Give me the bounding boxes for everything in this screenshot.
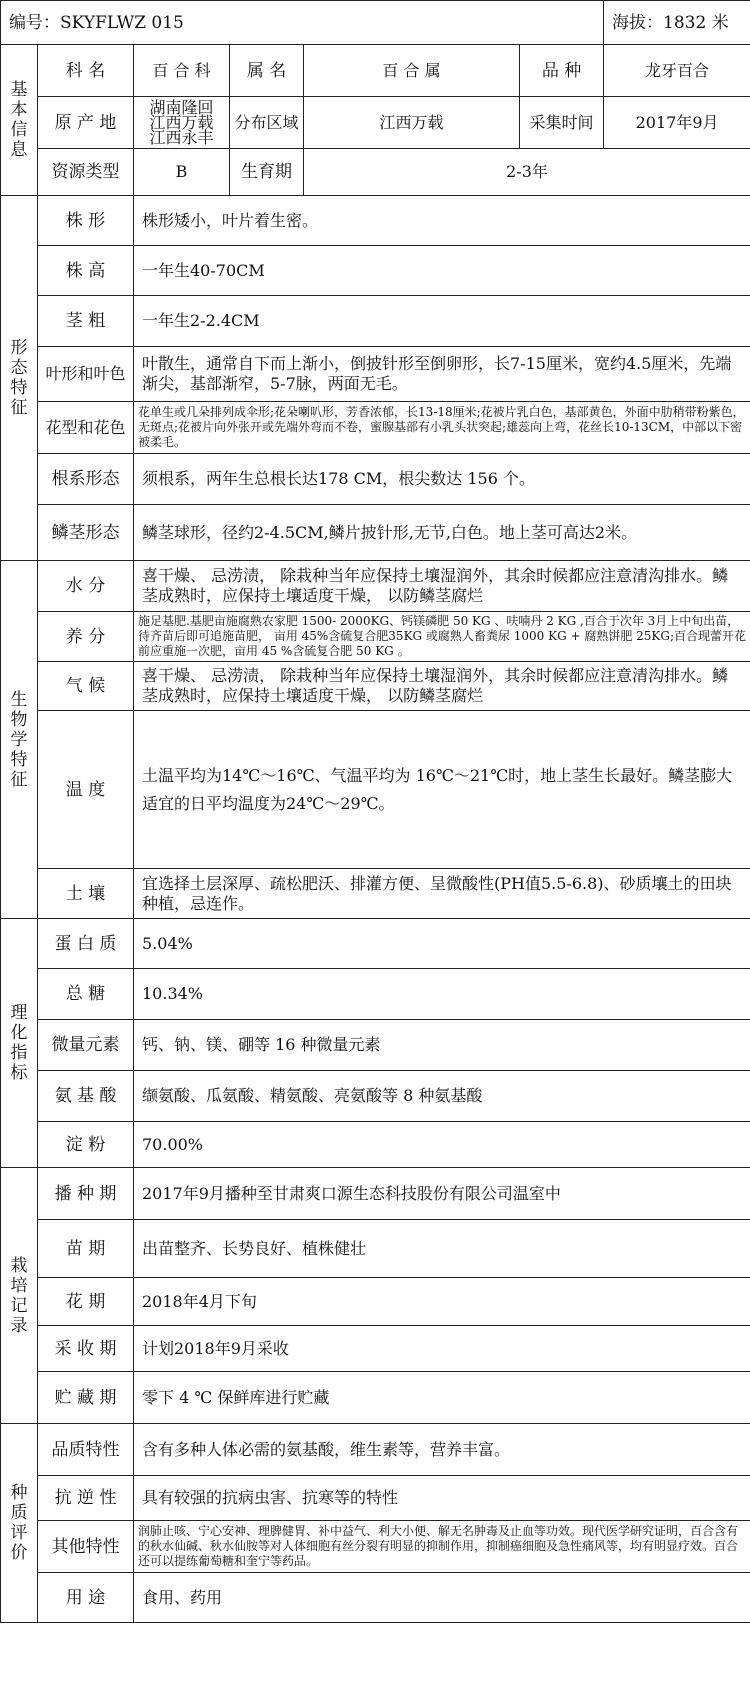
growth-period-value: 2-3年 xyxy=(304,149,750,196)
phys-label: 微量元素 xyxy=(38,1020,134,1071)
origin-place: 湖南隆回 xyxy=(149,98,214,117)
morph-label: 株 高 xyxy=(38,246,134,296)
phys-value: 10.34% xyxy=(134,969,750,1020)
collect-time-value: 2017年9月 xyxy=(604,97,750,149)
morph-value: 叶散生，通常自下而上渐小，倒披针形至倒卵形，长7-15厘米，宽约4.5厘米，先端渐尖，基部渐窄，5-7脉，两面无毛。 xyxy=(134,347,750,402)
section-cultivation: 栽培记录 xyxy=(1,1168,38,1424)
family-label: 科 名 xyxy=(38,45,134,97)
morph-label: 株 形 xyxy=(38,196,134,246)
origin-place: 江西万载 xyxy=(149,113,214,132)
phys-value: 70.00% xyxy=(134,1122,750,1168)
resource-type-label: 资源类型 xyxy=(38,149,134,196)
morph-value: 一年生40-70CM xyxy=(134,246,750,296)
morph-value: 一年生2-2.4CM xyxy=(134,296,750,347)
bio-label: 水 分 xyxy=(38,561,134,612)
genus-value: 百 合 属 xyxy=(304,45,520,97)
resource-type-value: B xyxy=(134,149,230,196)
family-value: 百 合 科 xyxy=(134,45,230,97)
bio-label: 温 度 xyxy=(38,711,134,869)
cult-value: 2018年4月下旬 xyxy=(134,1278,750,1326)
morph-label: 鳞茎形态 xyxy=(38,505,134,561)
phys-label: 总 糖 xyxy=(38,969,134,1020)
bio-label: 气 候 xyxy=(38,662,134,711)
eval-value: 含有多种人体必需的氨基酸，维生素等，营养丰富。 xyxy=(134,1424,750,1476)
eval-value: 食用、药用 xyxy=(134,1573,750,1623)
morph-label: 根系形态 xyxy=(38,454,134,505)
cult-value: 计划2018年9月采收 xyxy=(134,1326,750,1372)
phys-value: 5.04% xyxy=(134,919,750,969)
cult-label: 贮 藏 期 xyxy=(38,1372,134,1424)
section-biology: 生物学特征 xyxy=(1,561,38,919)
record-code: 编号：SKYFLWZ 015 xyxy=(1,1,604,45)
origin-place: 江西永丰 xyxy=(149,128,214,147)
origin-value xyxy=(134,97,230,149)
morph-label: 花型和花色 xyxy=(38,402,134,454)
distribution-value: 江西万载 xyxy=(304,97,520,149)
bio-value: 喜干燥、 忌涝渍， 除栽种当年应保持土壤湿润外，其余时候都应注意清沟排水。鳞茎成熟时，应保持土壤适度干燥， 以防鳞茎腐烂 xyxy=(134,561,750,612)
phys-value: 缬氨酸、瓜氨酸、精氨酸、亮氨酸等 8 种氨基酸 xyxy=(134,1071,750,1122)
eval-label: 抗 逆 性 xyxy=(38,1476,134,1521)
origin-label: 原 产 地 xyxy=(38,97,134,149)
cult-value: 零下 4 ℃ 保鲜库进行贮藏 xyxy=(134,1372,750,1424)
altitude: 海拔：1832 米 xyxy=(604,1,750,45)
eval-label: 用 途 xyxy=(38,1573,134,1623)
section-evaluation: 种质评价 xyxy=(1,1424,38,1623)
cult-label: 采 收 期 xyxy=(38,1326,134,1372)
eval-label: 品质特性 xyxy=(38,1424,134,1476)
variety-value: 龙牙百合 xyxy=(604,45,750,97)
bio-value: 施足基肥.基肥亩施腐熟农家肥 1500- 2000KG、钙镁磷肥 50 KG 、呋喃丹 2 KG ,百合于次年 3月上中旬出苗， 待齐苗后即可追施苗肥， 亩用 45%含硫复合肥35KG 或腐熟人畜粪尿 1000 KG + 腐熟饼肥 25KG;百合现蕾开花前应重施一次肥，亩用 45 %含硫复合肥 50 KG 。 xyxy=(134,612,750,662)
bio-value: 土温平均为14℃～16℃、气温平均为 16℃～21℃时，地上茎生长最好。鳞茎膨大适宜的日平均温度为24℃～29℃。 xyxy=(134,711,750,869)
phys-value: 钙、钠、镁、硼等 16 种微量元素 xyxy=(134,1020,750,1071)
genus-label: 属 名 xyxy=(230,45,304,97)
bio-value: 喜干燥、 忌涝渍， 除栽种当年应保持土壤湿润外，其余时候都应注意清沟排水。鳞茎成熟时，应保持土壤适度干燥， 以防鳞茎腐烂 xyxy=(134,662,750,711)
morph-value: 花单生或几朵排列成伞形;花朵喇叭形，芳香浓郁，长13-18厘米;花被片乳白色，基部黄色，外面中肋稍带粉紫色，无斑点;花被片向外张开或先端外弯而不卷，蜜腺基部有小乳头状突起;雄蕊向上弯，花丝长10-13CM，中部以下密被柔毛。 xyxy=(134,402,750,454)
bio-label: 养 分 xyxy=(38,612,134,662)
growth-period-label: 生育期 xyxy=(230,149,304,196)
section-physchem: 理化指标 xyxy=(1,919,38,1168)
morph-label: 叶形和叶色 xyxy=(38,347,134,402)
bio-value: 宜选择土层深厚、疏松肥沃、排灌方便、呈微酸性(PH值5.5-6.8)、砂质壤土的田块种植，忌连作。 xyxy=(134,869,750,919)
morph-value: 鳞茎球形，径约2-4.5CM,鳞片披针形,无节,白色。地上茎可高达2米。 xyxy=(134,505,750,561)
bio-label: 土 壤 xyxy=(38,869,134,919)
morph-value: 须根系，两年生总根长达178 CM，根尖数达 156 个。 xyxy=(134,454,750,505)
phys-label: 蛋 白 质 xyxy=(38,919,134,969)
cult-value: 2017年9月播种至甘肃爽口源生态科技股份有限公司温室中 xyxy=(134,1168,750,1220)
phys-label: 淀 粉 xyxy=(38,1122,134,1168)
variety-label: 品 种 xyxy=(520,45,604,97)
cult-label: 苗 期 xyxy=(38,1220,134,1278)
phys-label: 氨 基 酸 xyxy=(38,1071,134,1122)
eval-label: 其他特性 xyxy=(38,1521,134,1573)
cult-label: 花 期 xyxy=(38,1278,134,1326)
cult-value: 出苗整齐、长势良好、植株健壮 xyxy=(134,1220,750,1278)
eval-value: 润肺止咳、宁心安神、理脾健胃、补中益气、利大小便、解无名肿毒及止血等功效。现代医学研究证明，百合含有的秋水仙碱、秋水仙胺等对人体细胞有丝分裂有明显的抑制作用，抑制癌细胞及急性痛风等，均有明显疗效。百合还可以提练葡萄糖和奎宁等药品。 xyxy=(134,1521,750,1573)
cult-label: 播 种 期 xyxy=(38,1168,134,1220)
section-morphology: 形态特征 xyxy=(1,196,38,561)
eval-value: 具有较强的抗病虫害、抗寒等的特性 xyxy=(134,1476,750,1521)
collect-time-label: 采集时间 xyxy=(520,97,604,149)
morph-value: 株形矮小，叶片着生密。 xyxy=(134,196,750,246)
morph-label: 茎 粗 xyxy=(38,296,134,347)
section-basic-info: 基本信息 xyxy=(1,45,38,196)
distribution-label: 分布区域 xyxy=(230,97,304,149)
